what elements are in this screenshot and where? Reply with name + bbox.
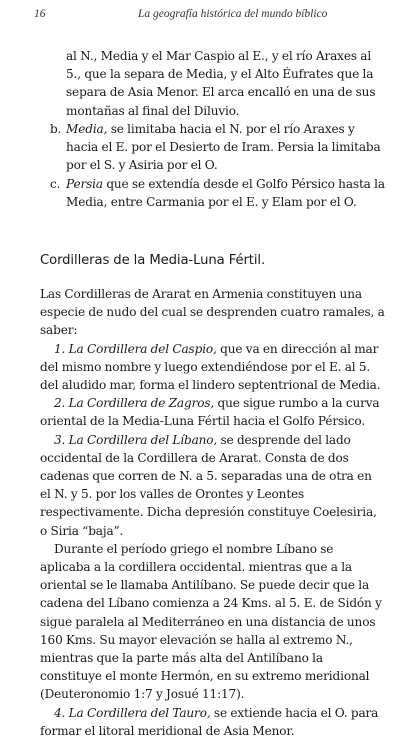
section-heading: Cordilleras de la Media-Luna Fértil.	[40, 253, 266, 268]
range-text: se desprende del lado occidental de la Cordillera de Ararat. Consta de dos cadenas que corren de N. a 5. separadas una de otra en el N. y 5. por los valles de Orontes y Leontes respectivamente. Dicha depresión constituye Coelesiria, o Siria “baja”.	[40, 432, 377, 538]
range-item-zagros	[40, 394, 385, 430]
section-body	[40, 285, 385, 740]
list-item-name: Persia	[66, 177, 103, 191]
page-header	[34, 8, 398, 24]
range-text: que va en dirección al mar del mismo nombre y luego extendiéndose por el E. al 5. del aludido mar, forma el lindero septentrional de Media.	[40, 341, 381, 393]
range-name: 2. La Cordillera de Zagros,	[54, 396, 215, 411]
list-item-text: se limitaba hacia el N. por el río Araxes y hacia el E. por el Desierto de Iram. Persia la limitaba por el S. y Asiria por el O.	[66, 122, 381, 173]
range-name: 4. La Cordillera del Tauro,	[54, 705, 211, 720]
libano-paragraph: Durante el período griego el nombre Líbano se aplicaba a la cordillera occidental. mientras que a la oriental se le llamaba Antilíbano. Se puede decir que la cadena del Líbano comienza a 24 Kms. al 5. E. de Sidón y sigue paralela al Mediterráneo en una distancia de unos 160 Kms. Su mayor elevación se halla al extremo N., mientras que la parte más alta del Antilíbano la constituye el monte Hermón, en su extremo meridional (Deuteronomio 1:7 y Josué 11:17).	[40, 541, 382, 702]
list-item-persia	[50, 175, 387, 211]
running-title: La geografía histórica del mundo bíblico	[138, 8, 328, 20]
range-item-libano	[40, 431, 385, 540]
list-letter: c.	[50, 177, 61, 191]
list-item-text: que se extendía desde el Golfo Pérsico hasta la Media, entre Carmania por el E. y Elam por el O.	[66, 177, 385, 210]
page-number: 16	[34, 8, 46, 20]
range-item-caspio	[40, 340, 385, 395]
list-item-media	[50, 120, 387, 175]
range-name: 3. La Cordillera del Líbano,	[54, 432, 218, 447]
list-item-name: Media,	[66, 122, 108, 136]
continuation-text: al N., Media y el Mar Caspio al E., y el río Araxes al 5., que la separa de Media, y el Alto Éufrates que la separa de Asia Menor. El arca encalló en una de sus montañas al final del Diluvio.	[66, 49, 376, 118]
range-text: se extiende hacia el O. para formar el litoral meridional de Asia Menor.	[40, 705, 379, 738]
continuation-paragraph	[66, 47, 387, 120]
list-letter: b.	[50, 122, 62, 136]
range-item-tauro	[40, 704, 385, 740]
range-name: 1. La Cordillera del Caspio,	[54, 341, 217, 356]
range-text: que sigue rumbo a la curva oriental de la Media-Luna Fértil hacia el Golfo Pérsico.	[40, 396, 380, 429]
section-intro: Las Cordilleras de Ararat en Armenia constituyen una especie de nudo del cual se desprenden cuatro ramales, a saber:	[40, 287, 385, 338]
